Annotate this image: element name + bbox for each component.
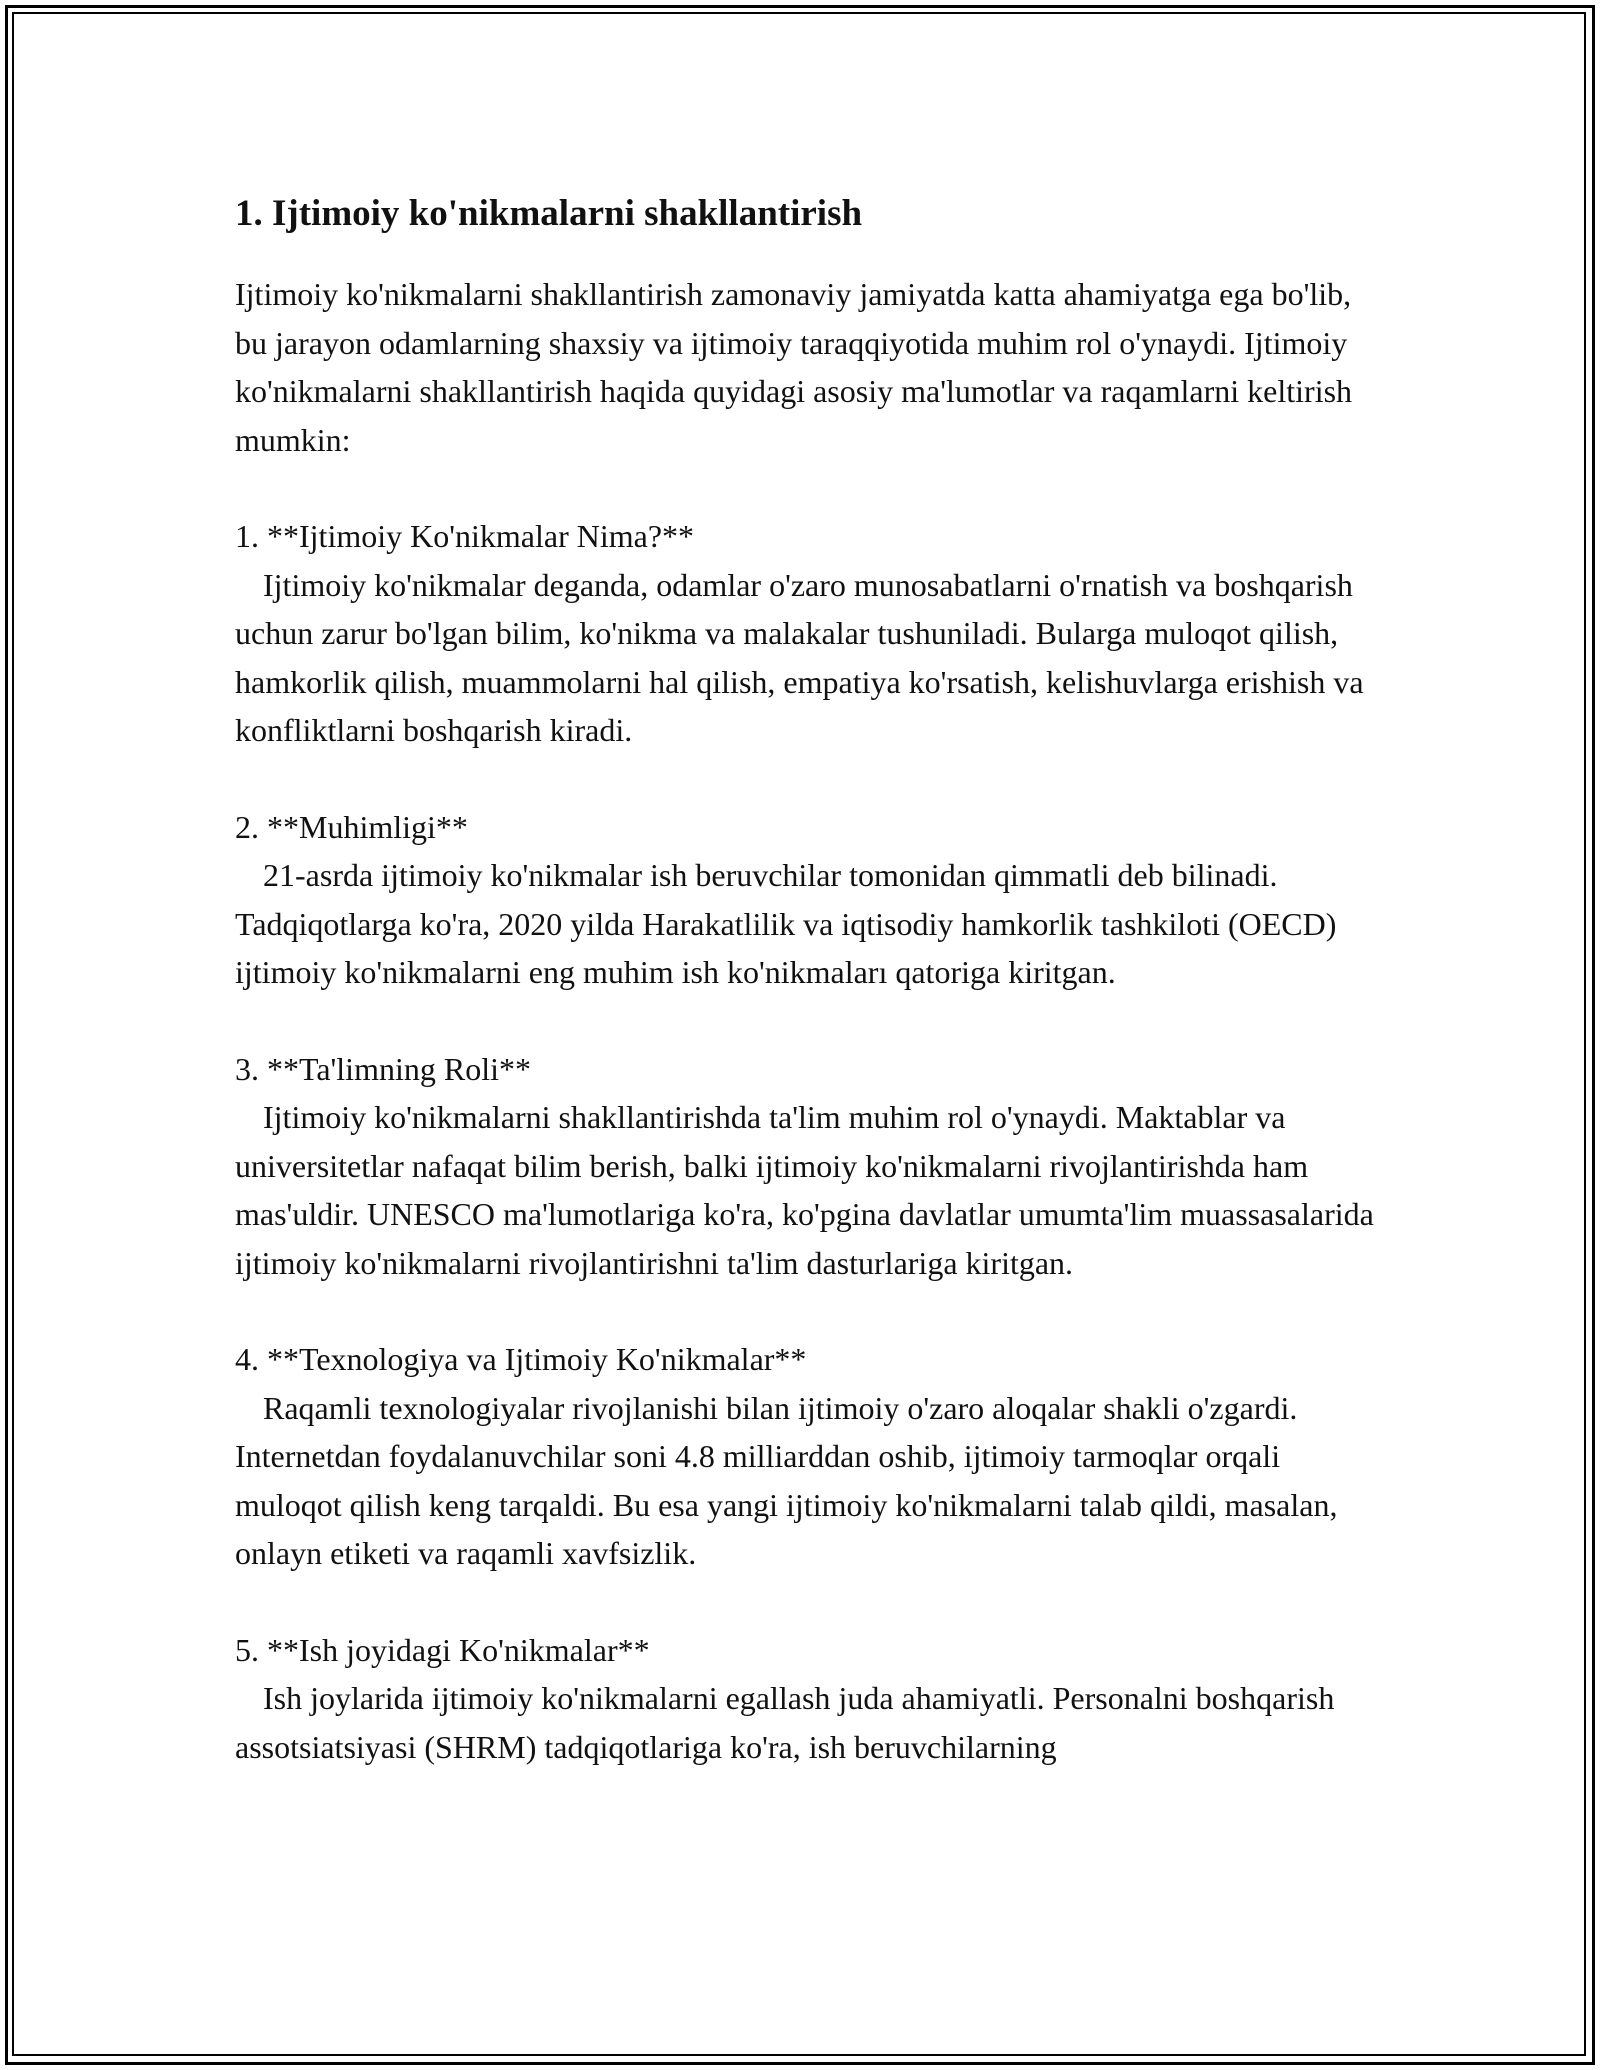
section-heading: 2. **Muhimligi** xyxy=(235,808,468,845)
section-4 xyxy=(235,1335,1385,1578)
document-body xyxy=(235,186,1385,1819)
section-heading: 5. **Ish joyidagi Ko'nikmalar** xyxy=(235,1631,650,1668)
section-body: Ish joylarida ijtimoiy ko'nikmalarni egallash juda ahamiyatli. Personalni boshqarish assotsiatsiyasi (SHRM) tadqiqotlariga ko'ra, ish beruvchilarning xyxy=(235,1680,1335,1765)
section-heading: 4. **Texnologiya va Ijtimoiy Ko'nikmalar** xyxy=(235,1341,807,1377)
document-title: 1. Ijtimoiy ko'nikmalarni shakllantirish xyxy=(235,193,863,234)
intro-paragraph: Ijtimoiy ko'nikmalarni shakllantirish zamonaviy jamiyatda katta ahamiyatga ega bo'lib, bu jarayon odamlarning shaxsiy va ijtimoiy taraqqiyotida muhim rol o'ynaydi. Ijtimoiy ko'nikmalarni shakllantirish haqida quyidagi asosiy ma'lumotlar va raqamlarni keltirish mumkin: xyxy=(235,276,1361,458)
section-heading: 1. **Ijtimoiy Ko'nikmalar Nima?** xyxy=(235,518,695,554)
section-3 xyxy=(235,1045,1385,1288)
section-body: Raqamli texnologiyalar rivojlanishi bilan ijtimoiy o'zaro aloqalar shakli o'zgardi. Internetdan foydalanuvchilar soni 4.8 milliarddan oshib, ijtimoiy tarmoqlar orqali muloqot qilish keng tarqaldi. Bu esa yangi ijtimoiy ko'nikmalarni talab qildi, masalan, onlayn etiketi va raqamli xavfsizlik. xyxy=(235,1389,1338,1571)
section-body: Ijtimoiy ko'nikmalar deganda, odamlar o'zaro munosabatlarni o'rnatish va boshqarish uchun zarur bo'lgan bilim, ko'nikma va malakalar tushuniladi. Bularga muloqot qilish, hamkorlik qilish, muammolarni hal qilish, empatiya ko'rsatish, kelishuvlarga erishish va konfliktlarni boshqarish kiradi. xyxy=(235,566,1364,748)
section-body: Ijtimoiy ko'nikmalarni shakllantirishda ta'lim muhim rol o'ynaydi. Maktablar va universitetlar nafaqat bilim berish, balki ijtimoiy ko'nikmalarni rivojlantirishda ham mas'uldir. UNESCO ma'lumotlariga ko'ra, ko'pgina davlatlar umumta'lim muassasalarida ijtimoiy ko'nikmalarni rivojlantirishni ta'lim dasturlariga kiritgan. xyxy=(235,1099,1374,1281)
section-heading: 3. **Ta'limning Roli** xyxy=(235,1050,531,1087)
section-1 xyxy=(235,512,1385,755)
section-5 xyxy=(235,1626,1385,1772)
section-2 xyxy=(235,803,1385,997)
section-body: 21-asrda ijtimoiy ko'nikmalar ish beruvchilar tomonidan qimmatli deb bilinadi. Tadqiqotlarga ko'ra, 2020 yilda Harakatlilik va iqtisodiy hamkorlik tashkiloti (OECD) ijtimoiy ko'nikmalarni eng muhim ish ko'nikmaları qatoriga kiritgan. xyxy=(235,857,1337,990)
